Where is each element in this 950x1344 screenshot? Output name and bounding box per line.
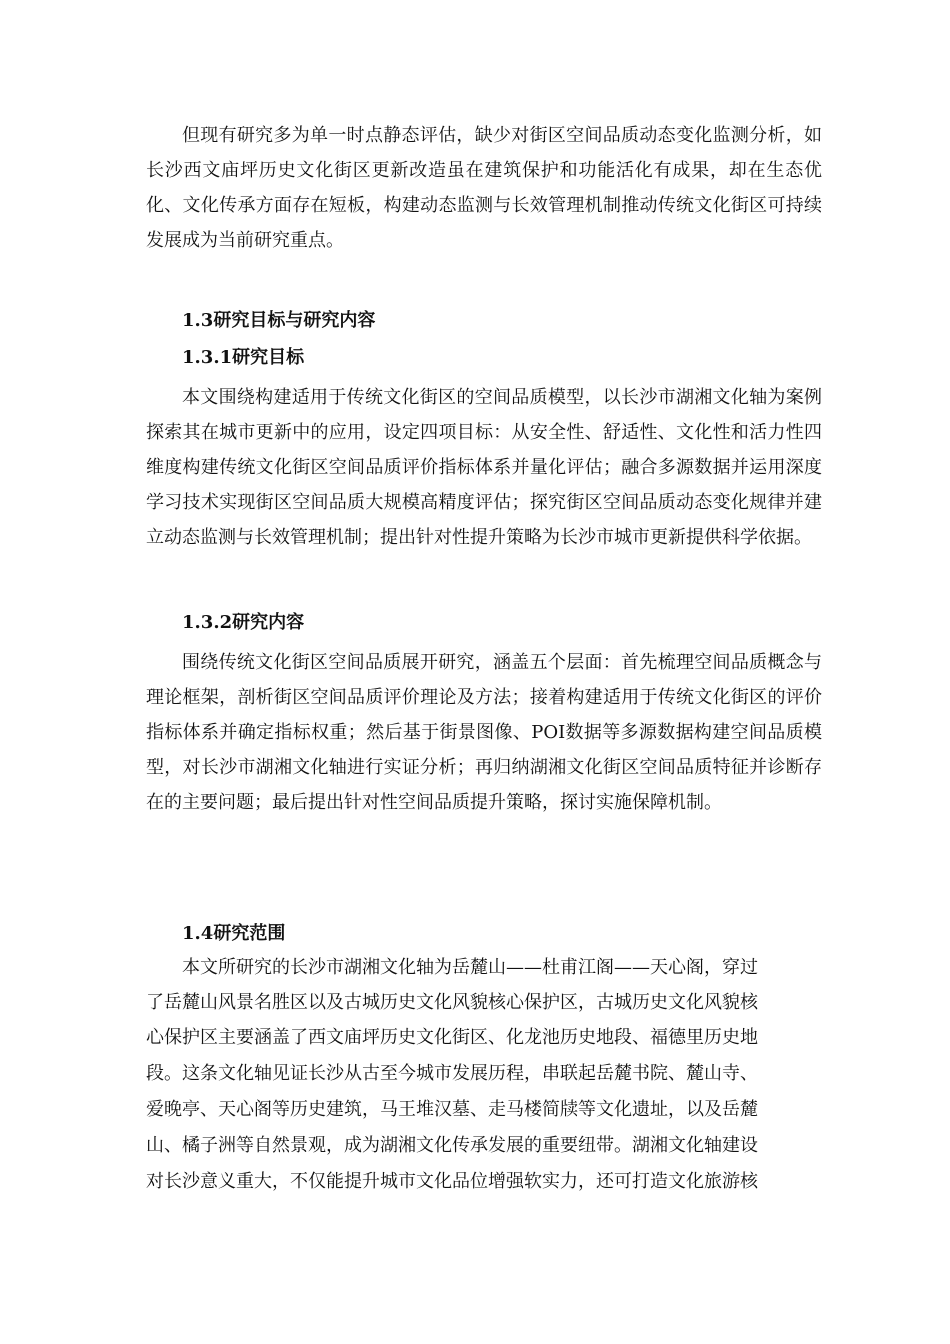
subsection-heading-1-3-1: 1.3.1研究目标 [182,347,305,368]
research-content-paragraph: 围绕传统文化街区空间品质展开研究，涵盖五个层面：首先梳理空间品质概念与理论框架，剖析街区空间品质评价理论及方法；接着构建适用于传统文化街区的评价指标体系并确定指标权重；然后基于街景图像、POI数据等多源数据构建空间品质模型，对长沙市湖湘文化轴进行实证分析；再归纳湖湘文化街区空间品质特征并诊断存在的主要问题；最后提出针对性空间品质提升策略，探讨实施保障机制。 [146,652,822,813]
intro-paragraph: 但现有研究多为单一时点静态评估，缺少对街区空间品质动态变化监测分析，如长沙西文庙坪历史文化街区更新改造虽在建筑保护和功能活化有成果，却在生态优化、文化传承方面存在短板，构建动态监测与长效管理机制推动传统文化街区可持续发展成为当前研究重点。 [146,125,822,251]
research-goals-paragraph: 本文围绕构建适用于传统文化街区的空间品质模型，以长沙市湖湘文化轴为案例探索其在城市更新中的应用，设定四项目标：从安全性、舒适性、文化性和活力性四维度构建传统文化街区空间品质评价指标体系并量化评估；融合多源数据并运用深度学习技术实现街区空间品质大规模高精度评估；探究街区空间品质动态变化规律并建立动态监测与长效管理机制；提出针对性提升策略为长沙市城市更新提供科学依据。 [146,387,822,548]
scope-line: 本文所研究的长沙市湖湘文化轴为岳麓山——杜甫江阁——天心阁，穿过 [182,957,758,978]
subsection-heading-1-3-2: 1.3.2研究内容 [182,612,305,633]
scope-line: 心保护区主要涵盖了西文庙坪历史文化街区、化龙池历史地段、福德里历史地 [146,1027,758,1048]
scope-line: 段。这条文化轴见证长沙从古至今城市发展历程，串联起岳麓书院、麓山寺、 [146,1063,758,1084]
scope-line: 山、橘子洲等自然景观，成为湖湘文化传承发展的重要纽带。湖湘文化轴建设 [146,1135,758,1156]
scope-line: 对长沙意义重大，不仅能提升城市文化品位增强软实力，还可打造文化旅游核 [146,1171,758,1192]
section-heading-1-3: 1.3研究目标与研究内容 [182,310,376,331]
section-heading-1-4: 1.4研究范围 [182,923,286,944]
scope-line: 了岳麓山风景名胜区以及古城历史文化风貌核心保护区，古城历史文化风貌核 [146,992,758,1013]
scope-line: 爱晚亭、天心阁等历史建筑，马王堆汉墓、走马楼简牍等文化遗址，以及岳麓 [146,1099,758,1120]
